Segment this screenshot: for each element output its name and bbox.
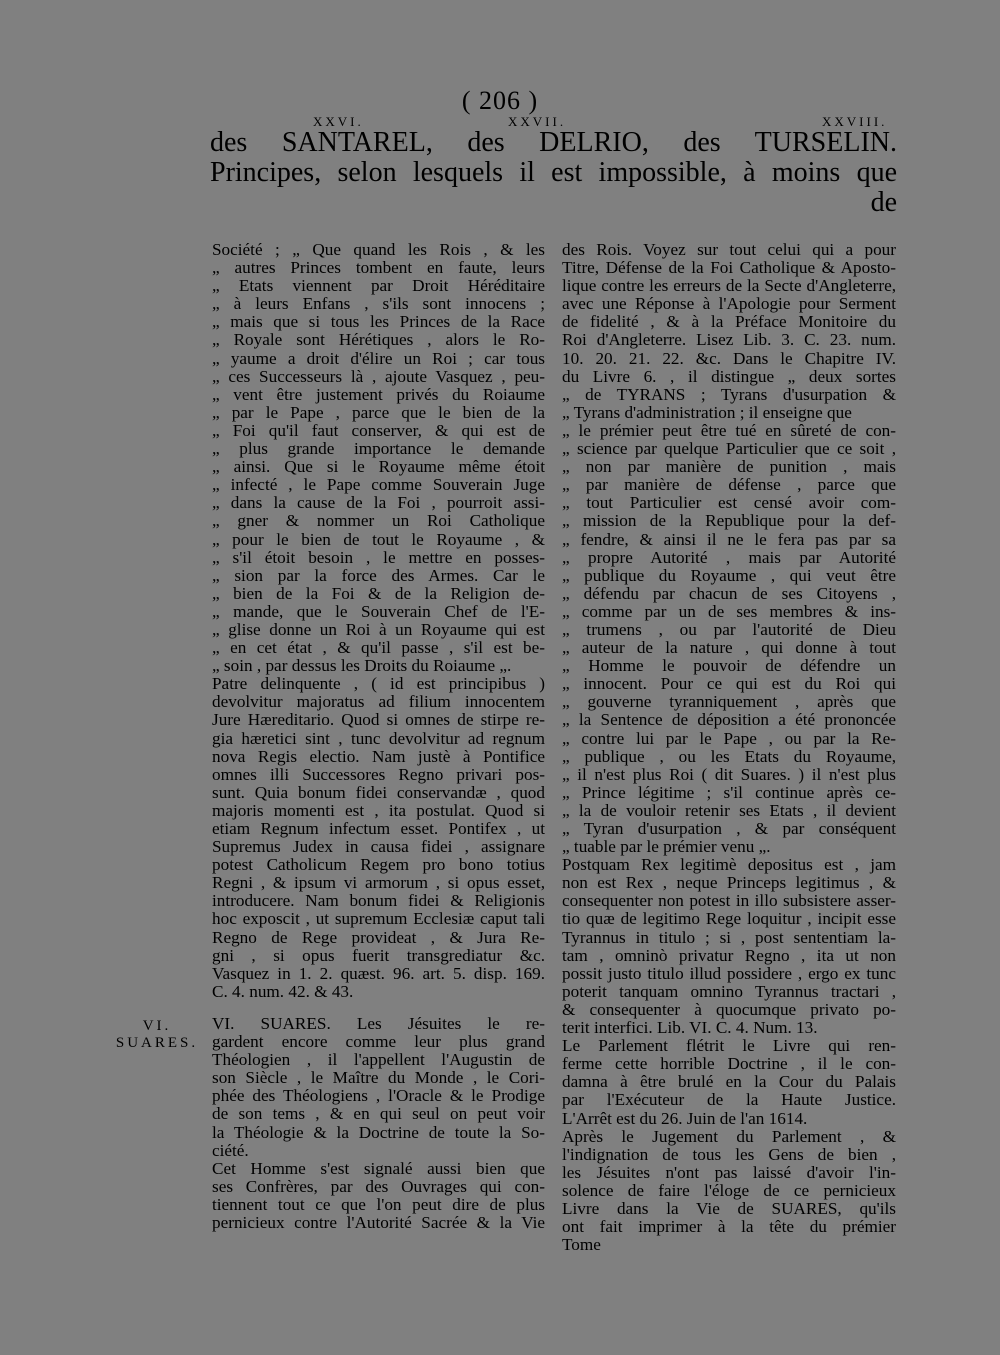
text-line: „ sion par la force des Armes. Car le [212, 565, 545, 585]
text-line: lique contre les erreurs de la Secte d'Angleterre, [562, 276, 896, 296]
text-line: „ non par manière de punition , mais [562, 457, 896, 477]
text-line: „ gner & nommer un Roi Catholique [212, 511, 545, 531]
text-line: „ par le Pape , parce que le bien de la [212, 402, 545, 422]
text-line: etiam Regnum infectum esset. Pontifex , ut [212, 819, 545, 838]
text-line: damna à être brulé en la Cour du Palais [562, 1072, 896, 1092]
text-line: „ yaume a droit d'élire un Roi ; car tous [212, 348, 545, 368]
text-line: avec une Réponse à l'Apologie pour Serment [562, 294, 896, 314]
text-line: „ le prémier peut être tué en sûreté de con- [562, 420, 896, 440]
text-line: „ propre Autorité , mais par Autorité [562, 547, 896, 567]
text-line: „ glise donne un Roi à un Royaume qui est [212, 619, 545, 639]
text-line: phée des Théologiens , l'Oracle & le Prodige [212, 1086, 545, 1106]
text-line: son Siècle , le Maître du Monde , le Cori- [212, 1068, 545, 1088]
text-line: VI. SUARES. Les Jésuites le re- [212, 1013, 545, 1033]
text-line: gni , si opus fuerit transgrediatur &c. [212, 945, 545, 965]
continuation-line: Principes, selon lesquels il est impossible, à moins que [210, 157, 897, 188]
text-line: L'Arrêt est du 26. Juin de l'an 1614. [562, 1108, 808, 1128]
text-line: Après le Jugement du Parlement , & [562, 1126, 896, 1146]
text-line: „ à leurs Enfans , s'ils sont innocens ; [212, 294, 545, 314]
left-column [212, 241, 545, 1232]
text-line: du Livre 6. , il distingue „ deux sortes [562, 366, 896, 386]
text-line: „ vent être justement privés du Roiaume [212, 384, 545, 404]
text-line: pernicieux contre l'Autorité Sacrée & la Vie [212, 1212, 545, 1232]
text-line: tam , omninò privatur Regno , ita ut non [562, 945, 896, 965]
text-line: „ Tyrans d'administration ; il enseigne que [562, 402, 852, 422]
text-line: Regni , & ipsum vi armorum , si opus esset, [212, 873, 545, 893]
text-line: „ Foi qu'il faut conserver, & qui est de [212, 420, 545, 440]
text-line: „ comme par un de ses membres & ins- [562, 601, 896, 621]
text-line: introducere. Nam bonum fidei & Religionis [212, 891, 545, 911]
text-line: tio quæ de legitimo Rege loquitur , incipit esse [562, 909, 896, 929]
text-line: ont fait imprimer à la tête du prémier [562, 1217, 896, 1237]
text-line: „ dans la cause de la Foi , pourroit assi- [212, 493, 545, 513]
text-line: Cet Homme s'est signalé aussi bien que [212, 1158, 545, 1178]
continuation-line: de [870, 187, 897, 218]
text-line: „ tuable par le prémier venu „. [562, 837, 771, 857]
text-line: 10. 20. 21. 22. &c. Dans le Chapitre IV. [562, 348, 896, 368]
text-line: „ il n'est plus Roi ( dit Suares. ) il n'est plus [562, 764, 896, 784]
text-line: terit interfici. Lib. VI. C. 4. Num. 13. [562, 1018, 818, 1038]
text-line: „ infecté , le Pape comme Souverain Juge [212, 475, 545, 495]
text-line: „ autres Princes tombent en faute, leurs [212, 258, 545, 278]
text-line: gia hæretici sint , tunc devolvitur ad regnum [212, 728, 545, 748]
running-head-27: XXVII. [508, 114, 567, 129]
text-line: de son tems , & en qui seul on peut voir [212, 1104, 545, 1124]
text-line: des Rois. Voyez sur tout celui qui a pour [562, 240, 896, 259]
text-line: Postquam Rex legitimè depositus est , jam [562, 855, 896, 875]
text-line: „ en cet état , & qu'il passe , s'il est be- [212, 638, 545, 658]
page-number: ( 206 ) [461, 86, 539, 115]
text-line: Tome [562, 1235, 601, 1255]
text-line: Roi d'Angleterre. Lisez Lib. 3. C. 23. num. [562, 330, 896, 350]
text-line: Le Parlement flétrit le Livre qui ren- [562, 1036, 896, 1056]
text-line: Tyrannus in titulo ; si , post sententiam la- [562, 927, 896, 947]
text-line: tiennent tout ce que l'on peut dire de plus [212, 1194, 545, 1214]
text-line: „ trumens , ou par l'autorité de Dieu [562, 619, 896, 639]
text-line: „ mande, que le Souverain Chef de l'E- [212, 601, 545, 621]
text-line: Vasquez in 1. 2. quæst. 96. art. 5. disp. 169. [212, 963, 545, 983]
continuation-text [210, 128, 897, 218]
text-line: „ s'il étoit besoin , le mettre en posses- [212, 547, 545, 567]
text-line: Jure Hæreditario. Quod si omnes de stirpe re- [212, 710, 545, 730]
text-line: „ bien de la Foi & de la Religion de- [212, 583, 545, 603]
text-line: Théologien , il l'appellent l'Augustin de [212, 1050, 545, 1070]
text-line: „ Etats viennent par Droit Héréditaire [212, 276, 545, 296]
text-line: „ la Sentence de déposition a été prononcée [562, 710, 896, 730]
text-line: „ Homme le pouvoir de défendre un [562, 656, 896, 676]
text-line: „ tout Particulier est censé avoir com- [562, 493, 896, 513]
text-line: par l'Exécuteur de la Haute Justice. [562, 1090, 896, 1110]
text-line: „ Royale sont Hérétiques , alors le Ro- [212, 330, 545, 350]
text-line: „ fendre, & ainsi il ne le fera pas par sa [562, 529, 896, 549]
text-line: non est Rex , neque Princeps legitimus , & [562, 873, 896, 893]
text-line: potest Catholicum Regem pro bono totius [212, 855, 545, 875]
text-line: de fidelité , & à la Préface Monitoire du [562, 312, 896, 332]
text-line: „ mission de la Republique pour la def- [562, 511, 896, 531]
text-line: „ soin , par dessus les Droits du Roiaume „. [212, 656, 512, 676]
text-line: les Jésuites n'ont pas laissé d'avoir l'in- [562, 1162, 896, 1182]
text-line: „ innocent. Pour ce qui est du Roi qui [562, 674, 896, 694]
text-line: „ Tyran d'usurpation , & par conséquent [562, 819, 896, 838]
text-line: „ gouverne tyranniquement , après que [562, 692, 896, 712]
text-line: „ publique , ou les Etats du Royaume, [562, 746, 896, 766]
text-line: „ par manière de défense , parce que [562, 475, 896, 495]
text-line: poterit tanquam omnino Tyrannus tractari , [562, 981, 896, 1001]
text-line: ciété. [212, 1140, 249, 1160]
text-line: l'indignation de tous les Gens de bien , [562, 1144, 896, 1164]
text-line: possit justo titulo illud possidere , ergo ex tunc [562, 963, 896, 983]
right-column [562, 241, 896, 1254]
text-line: „ science par quelque Particulier que ce soit , [562, 439, 896, 459]
text-line: majoris momenti est , ita postulat. Quod si [212, 800, 545, 820]
running-head-26: XXVI. [313, 114, 364, 129]
text-line: & consequenter à quocumque privato po- [562, 999, 896, 1019]
text-line: „ la de vouloir retenir ses Etats , il devient [562, 800, 896, 820]
text-line: nova Regis electio. Nam justè à Pontifice [212, 746, 545, 766]
text-line: „ mais que si tous les Princes de la Race [212, 312, 545, 332]
continuation-line: des SANTAREL, des DELRIO, des TURSELIN. [210, 127, 897, 158]
text-line: consequenter non potest in illo subsistere asser- [562, 891, 896, 911]
text-line: devolvitur majoratus ad filium innocentem [212, 692, 545, 712]
running-head-28: XXVIII. [822, 114, 888, 129]
text-line: ferme cette horrible Doctrine , il le con- [562, 1054, 896, 1074]
text-line: „ pour le bien de tout le Royaume , & [212, 529, 545, 549]
margin-note-name: SUARES. [115, 1035, 199, 1051]
text-line: gardent encore comme leur plus grand [212, 1032, 545, 1052]
text-line: Société ; „ Que quand les Rois , & les [212, 240, 545, 259]
text-line: „ plus grande importance le demande [212, 439, 545, 459]
text-line: hoc exposcit , ut supremum Ecclesiæ caput tali [212, 909, 545, 929]
margin-note-number: VI. [142, 1018, 172, 1034]
text-line: omnes illi Successores Regno privari pos- [212, 764, 545, 784]
text-line: „ auteur de la nature , qui donne à tout [562, 638, 896, 658]
text-line: solence de faire l'éloge de ce pernicieux [562, 1180, 896, 1200]
text-line: Patre delinquente , ( id est principibus ) [212, 674, 545, 694]
text-line: sunt. Quia bonum fidei conservandæ , quod [212, 782, 545, 802]
text-line: „ ainsi. Que si le Royaume même étoit [212, 457, 545, 477]
text-line: „ ces Successeurs là , ajoute Vasquez , peu- [212, 366, 545, 386]
text-line: Livre dans la Vie de SUARES, qu'ils [562, 1198, 896, 1218]
text-line: la Théologie & la Doctrine de toute la So- [212, 1122, 545, 1142]
text-line: „ Prince légitime ; s'il continue après ce- [562, 782, 896, 802]
text-line: ses Confrères, par des Ouvrages qui con- [212, 1176, 545, 1196]
text-line: Supremus Judex in causa fidei , assignare [212, 837, 545, 857]
text-line: „ de TYRANS ; Tyrans d'usurpation & [562, 384, 896, 404]
text-line: „ défendu par chacun de ses Citoyens , [562, 583, 896, 603]
text-line: Titre, Défense de la Foi Catholique & Aposto- [562, 258, 896, 278]
text-line: „ contre lui par le Pape , ou par la Re- [562, 728, 896, 748]
text-line: Regno de Rege provideat , & Jura Re- [212, 927, 545, 947]
text-line: C. 4. num. 42. & 43. [212, 981, 354, 1001]
margin-note [112, 1018, 202, 1052]
text-line: „ publique du Royaume , qui veut être [562, 565, 896, 585]
